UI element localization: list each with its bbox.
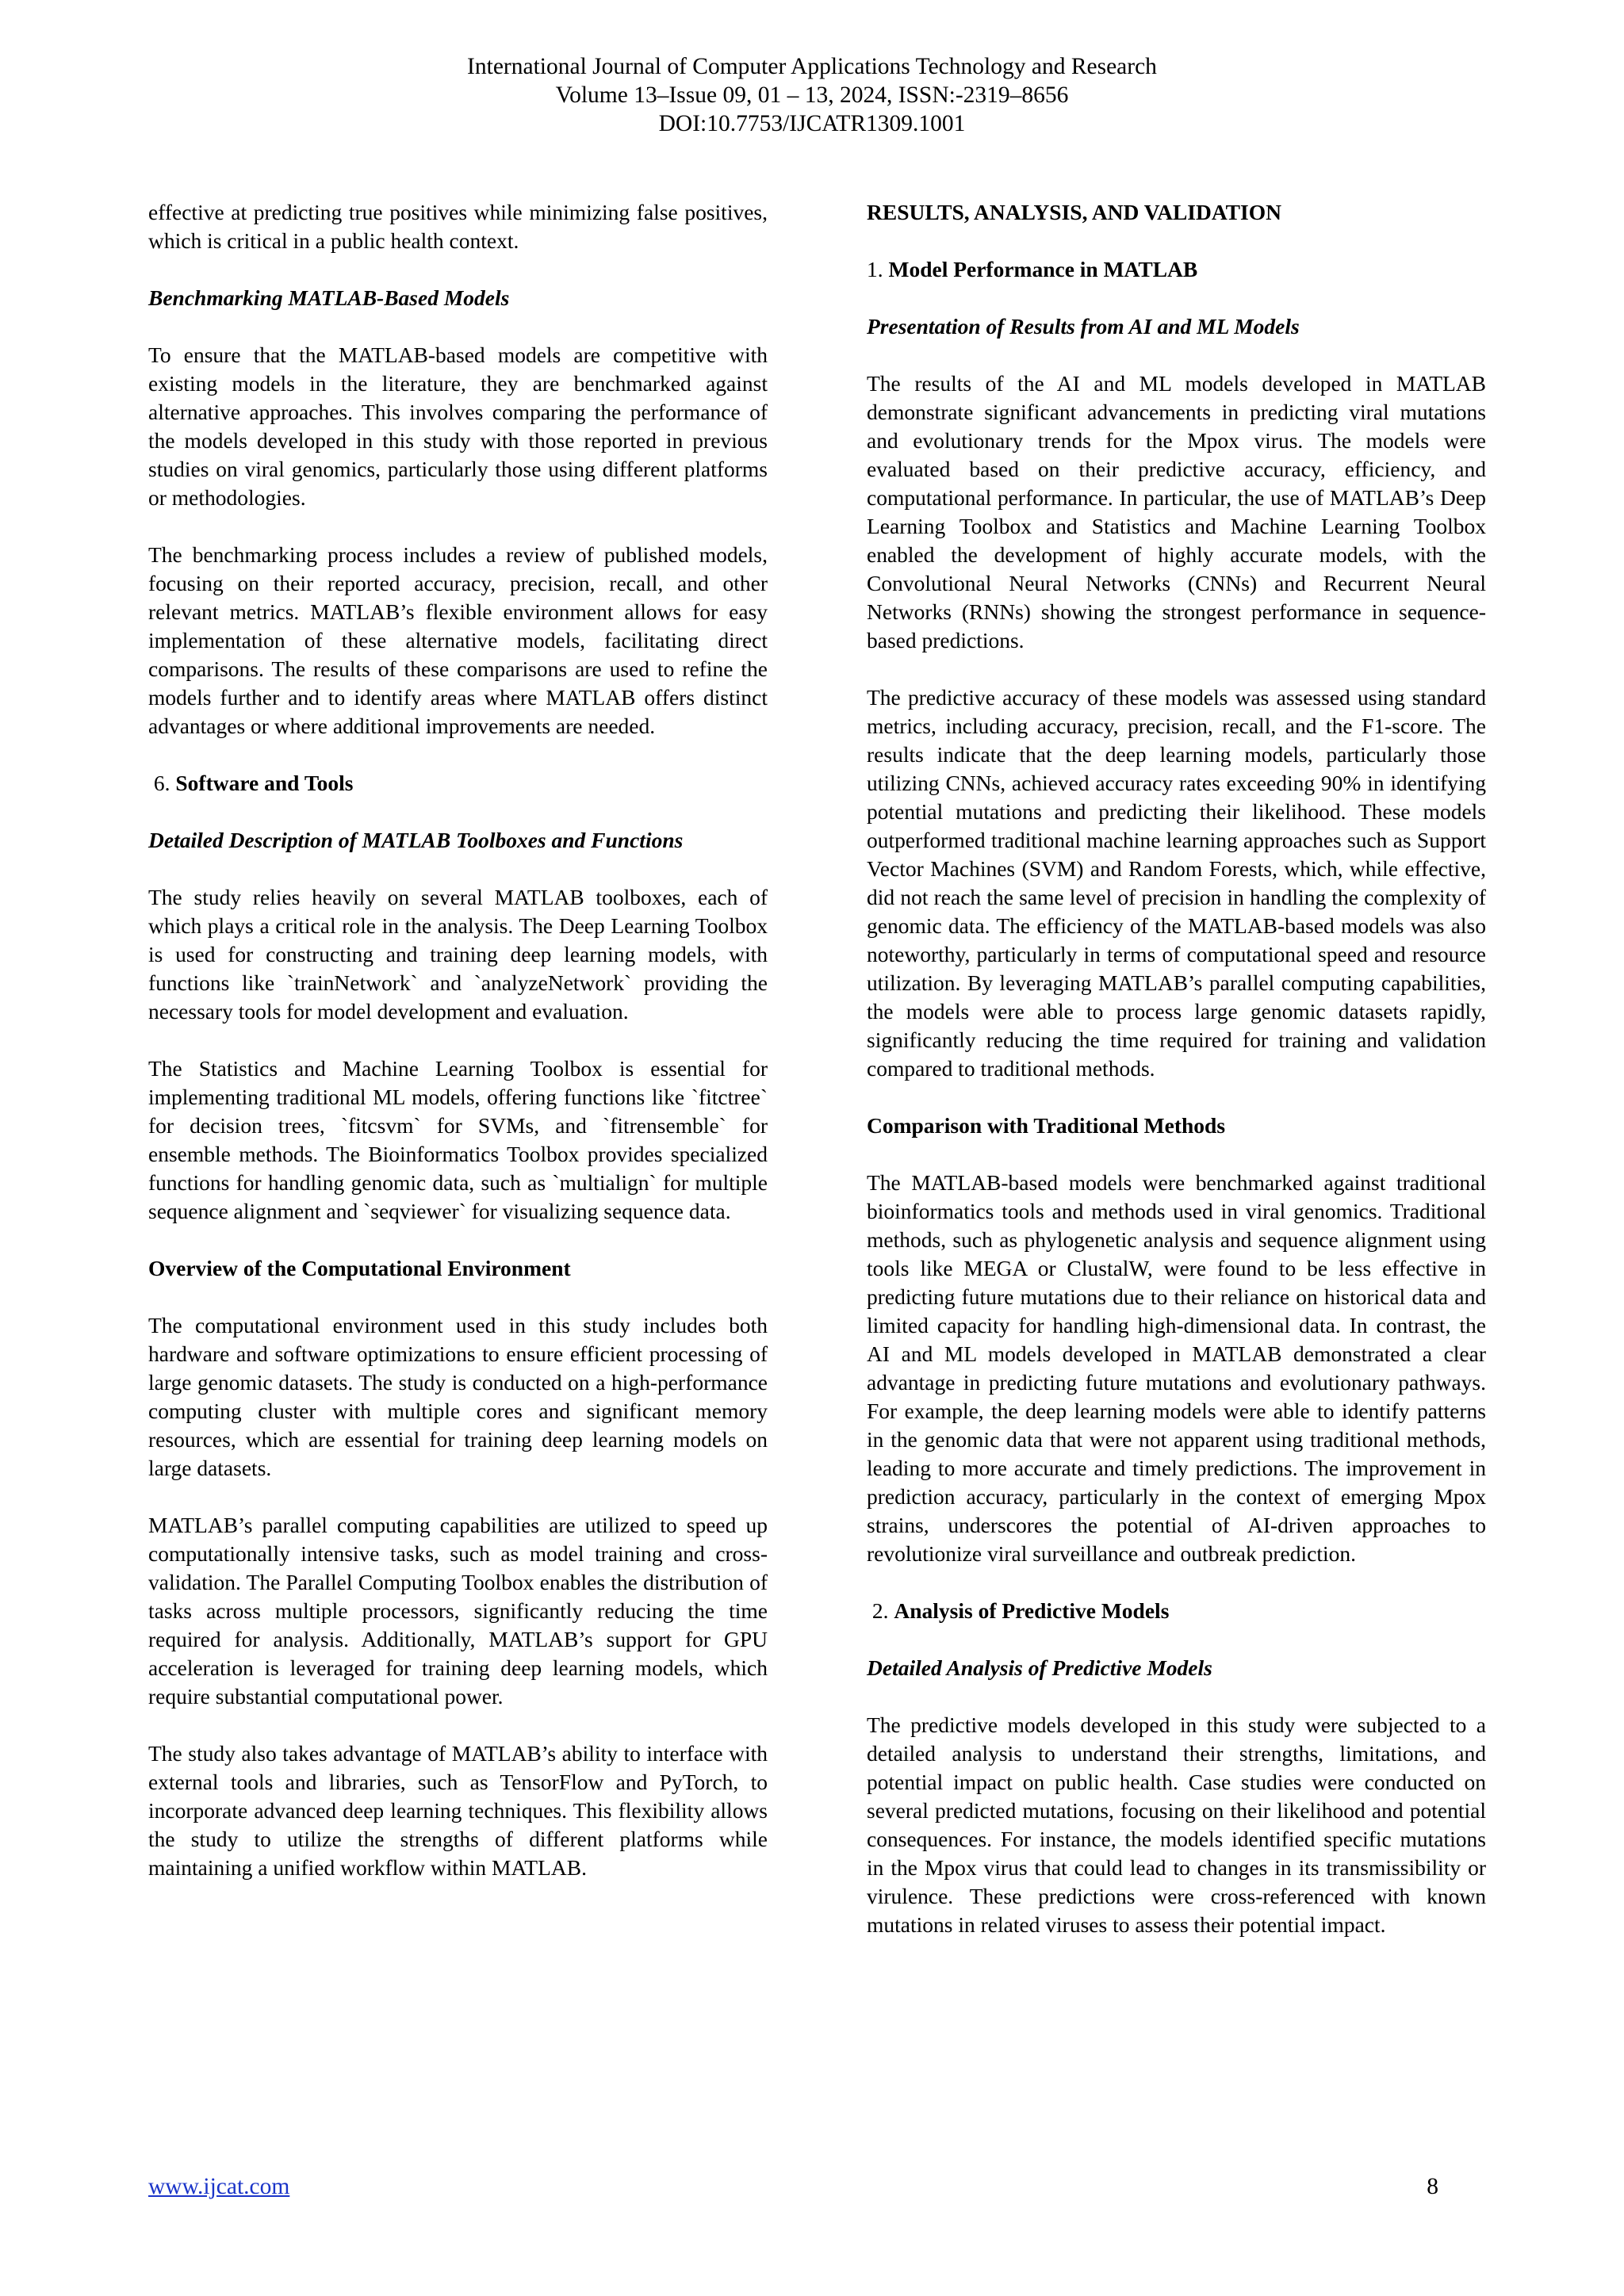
paragraph-environment-2: MATLAB’s parallel computing capabilities are utilized to speed up computationally intensive tasks, such as model training and cross-validation. The Parallel Computing Toolbox enables the distribution of tasks across multiple processors, significantly reducing the time required for analysis. Additionally, MATLAB’s support for GPU acceleration is leveraged for training deep learning models, which require substantial computational power. bbox=[148, 1513, 768, 1709]
journal-title: International Journal of Computer Applications Technology and Research bbox=[467, 54, 1157, 79]
website-link[interactable]: www.ijcat.com bbox=[148, 2174, 290, 2199]
paragraph-toolboxes-1: The study relies heavily on several MATLAB toolboxes, each of which plays a critical role in the analysis. The Deep Learning Toolbox is used for constructing and training deep learning models, with functions like `trainNetwork` and `analyzeNetwork` providing the necessary tools for model development and evaluation. bbox=[148, 885, 768, 1024]
heading-toolboxes: Detailed Description of MATLAB Toolboxes and Functions bbox=[148, 828, 684, 852]
section-heading-analysis bbox=[867, 1597, 1486, 1625]
section-number: 1. bbox=[867, 257, 889, 281]
paragraph-comparison: The MATLAB-based models were benchmarked against traditional bioinformatics tools and methods used in viral genomics. Traditional methods, such as phylogenetic analysis and sequence alignment using tools like MEGA or ClustalW, were found to be less effective in predicting future mutations due to their reliance on historical data and limited capacity for handling high-dimensional data. In contrast, the AI and ML models developed in MATLAB demonstrated a clear advantage in predicting future mutations and evolutionary pathways. For example, the deep learning models were able to identify patterns in the genomic data that were not apparent using traditional methods, leading to more accurate and timely predictions. The improvement in prediction accuracy, particularly in the context of emerging Mpox strains, underscores the potential of AI-driven approaches to revolutionize viral surveillance and outbreak prediction. bbox=[867, 1170, 1486, 1566]
left-column bbox=[148, 198, 768, 1882]
page-number: 8 bbox=[1427, 2174, 1438, 2199]
section-number: 6. bbox=[153, 771, 176, 795]
paragraph-environment-3: The study also takes advantage of MATLAB’s ability to interface with external tools and libraries, such as TensorFlow and PyTorch, to incorporate advanced deep learning techniques. This flexibility allows the study to utilize the strengths of different platforms while maintaining a unified workflow within MATLAB. bbox=[148, 1741, 768, 1880]
paragraph-results-2: The predictive accuracy of these models was assessed using standard metrics, including accuracy, precision, recall, and the F1-score. The results indicate that the deep learning models, particularly those utilizing CNNs, achieved accuracy rates exceeding 90% in identifying potential mutations and predicting their likelihood. These models outperformed traditional machine learning approaches such as Support Vector Machines (SVM) and Random Forests, which, while effective, did not reach the same level of precision in handling the complexity of genomic data. The efficiency of the MATLAB-based models was also noteworthy, particularly in terms of computational speed and resource utilization. By leveraging MATLAB’s parallel computing capabilities, the models were able to process large genomic datasets rapidly, significantly reducing the time required for training and validation compared to traditional methods. bbox=[867, 685, 1486, 1081]
paragraph-results-1: The results of the AI and ML models developed in MATLAB demonstrate significant advancements in predicting viral mutations and evolutionary trends for the Mpox virus. The models were evaluated based on their predictive accuracy, efficiency, and computational performance. In particular, the use of MATLAB’s Deep Learning Toolbox and Statistics and Machine Learning Toolbox enabled the development of highly accurate models, with the Convolutional Neural Networks (CNNs) and Recurrent Neural Networks (RNNs) showing the strongest performance in sequence-based predictions. bbox=[867, 371, 1486, 652]
section-title: Software and Tools bbox=[175, 771, 354, 795]
section-number: 2. bbox=[871, 1598, 894, 1623]
heading-results: RESULTS, ANALYSIS, AND VALIDATION bbox=[867, 200, 1281, 224]
journal-header bbox=[0, 52, 1624, 138]
section-heading-model-performance bbox=[867, 255, 1486, 284]
paragraph-analysis: The predictive models developed in this study were subjected to a detailed analysis to understand their strengths, limitations, and potential impact on public health. Case studies were conducted on several predicted mutations, focusing on their likelihood and potential consequences. For instance, the models identified specific mutations in the Mpox virus that could lead to changes in its transmissibility or virulence. These predictions were cross-referenced with known mutations in related viruses to assess their potential impact. bbox=[867, 1712, 1486, 1937]
section-title: Analysis of Predictive Models bbox=[894, 1598, 1170, 1623]
journal-volume: Volume 13–Issue 09, 01 – 13, 2024, ISSN:-2319–8656 bbox=[555, 82, 1069, 108]
section-heading-software bbox=[148, 769, 768, 798]
paragraph-continuation: effective at predicting true positives while minimizing false positives, which is critical in a public health context. bbox=[148, 200, 768, 253]
heading-detailed-analysis: Detailed Analysis of Predictive Models bbox=[867, 1655, 1212, 1680]
heading-benchmarking: Benchmarking MATLAB-Based Models bbox=[148, 285, 510, 310]
paragraph-toolboxes-2: The Statistics and Machine Learning Toolbox is essential for implementing traditional ML models, offering functions like `fitctree` for decision trees, `fitcsvm` for SVMs, and `fitrensemble` for ensemble methods. The Bioinformatics Toolbox provides specialized functions for handling genomic data, such as `multialign` for multiple sequence alignment and `seqviewer` for visualizing sequence data. bbox=[148, 1056, 768, 1223]
paragraph-benchmarking-2: The benchmarking process includes a review of published models, focusing on their reported accuracy, precision, recall, and other relevant metrics. MATLAB’s flexible environment allows for easy implementation of these alternative models, facilitating direct comparisons. The results of these comparisons are used to refine the models further and to identify areas where MATLAB offers distinct advantages or where additional improvements are needed. bbox=[148, 542, 768, 738]
heading-presentation: Presentation of Results from AI and ML Models bbox=[867, 314, 1300, 339]
heading-comparison: Comparison with Traditional Methods bbox=[867, 1113, 1226, 1138]
right-column bbox=[867, 198, 1486, 1939]
paragraph-environment-1: The computational environment used in this study includes both hardware and software optimizations to ensure efficient processing of large genomic datasets. The study is conducted on a high-performance computing cluster with multiple cores and significant memory resources, which are essential for training deep learning models on large datasets. bbox=[148, 1313, 768, 1480]
journal-doi: DOI:10.7753/IJCATR1309.1001 bbox=[658, 111, 966, 136]
section-title: Model Performance in MATLAB bbox=[888, 257, 1198, 281]
heading-environment: Overview of the Computational Environment bbox=[148, 1256, 571, 1280]
paragraph-benchmarking-1: To ensure that the MATLAB-based models are competitive with existing models in the literature, they are benchmarked against alternative approaches. This involves comparing the performance of the models developed in this study with those reported in previous studies on viral genomics, particularly those using different platforms or methodologies. bbox=[148, 342, 768, 510]
